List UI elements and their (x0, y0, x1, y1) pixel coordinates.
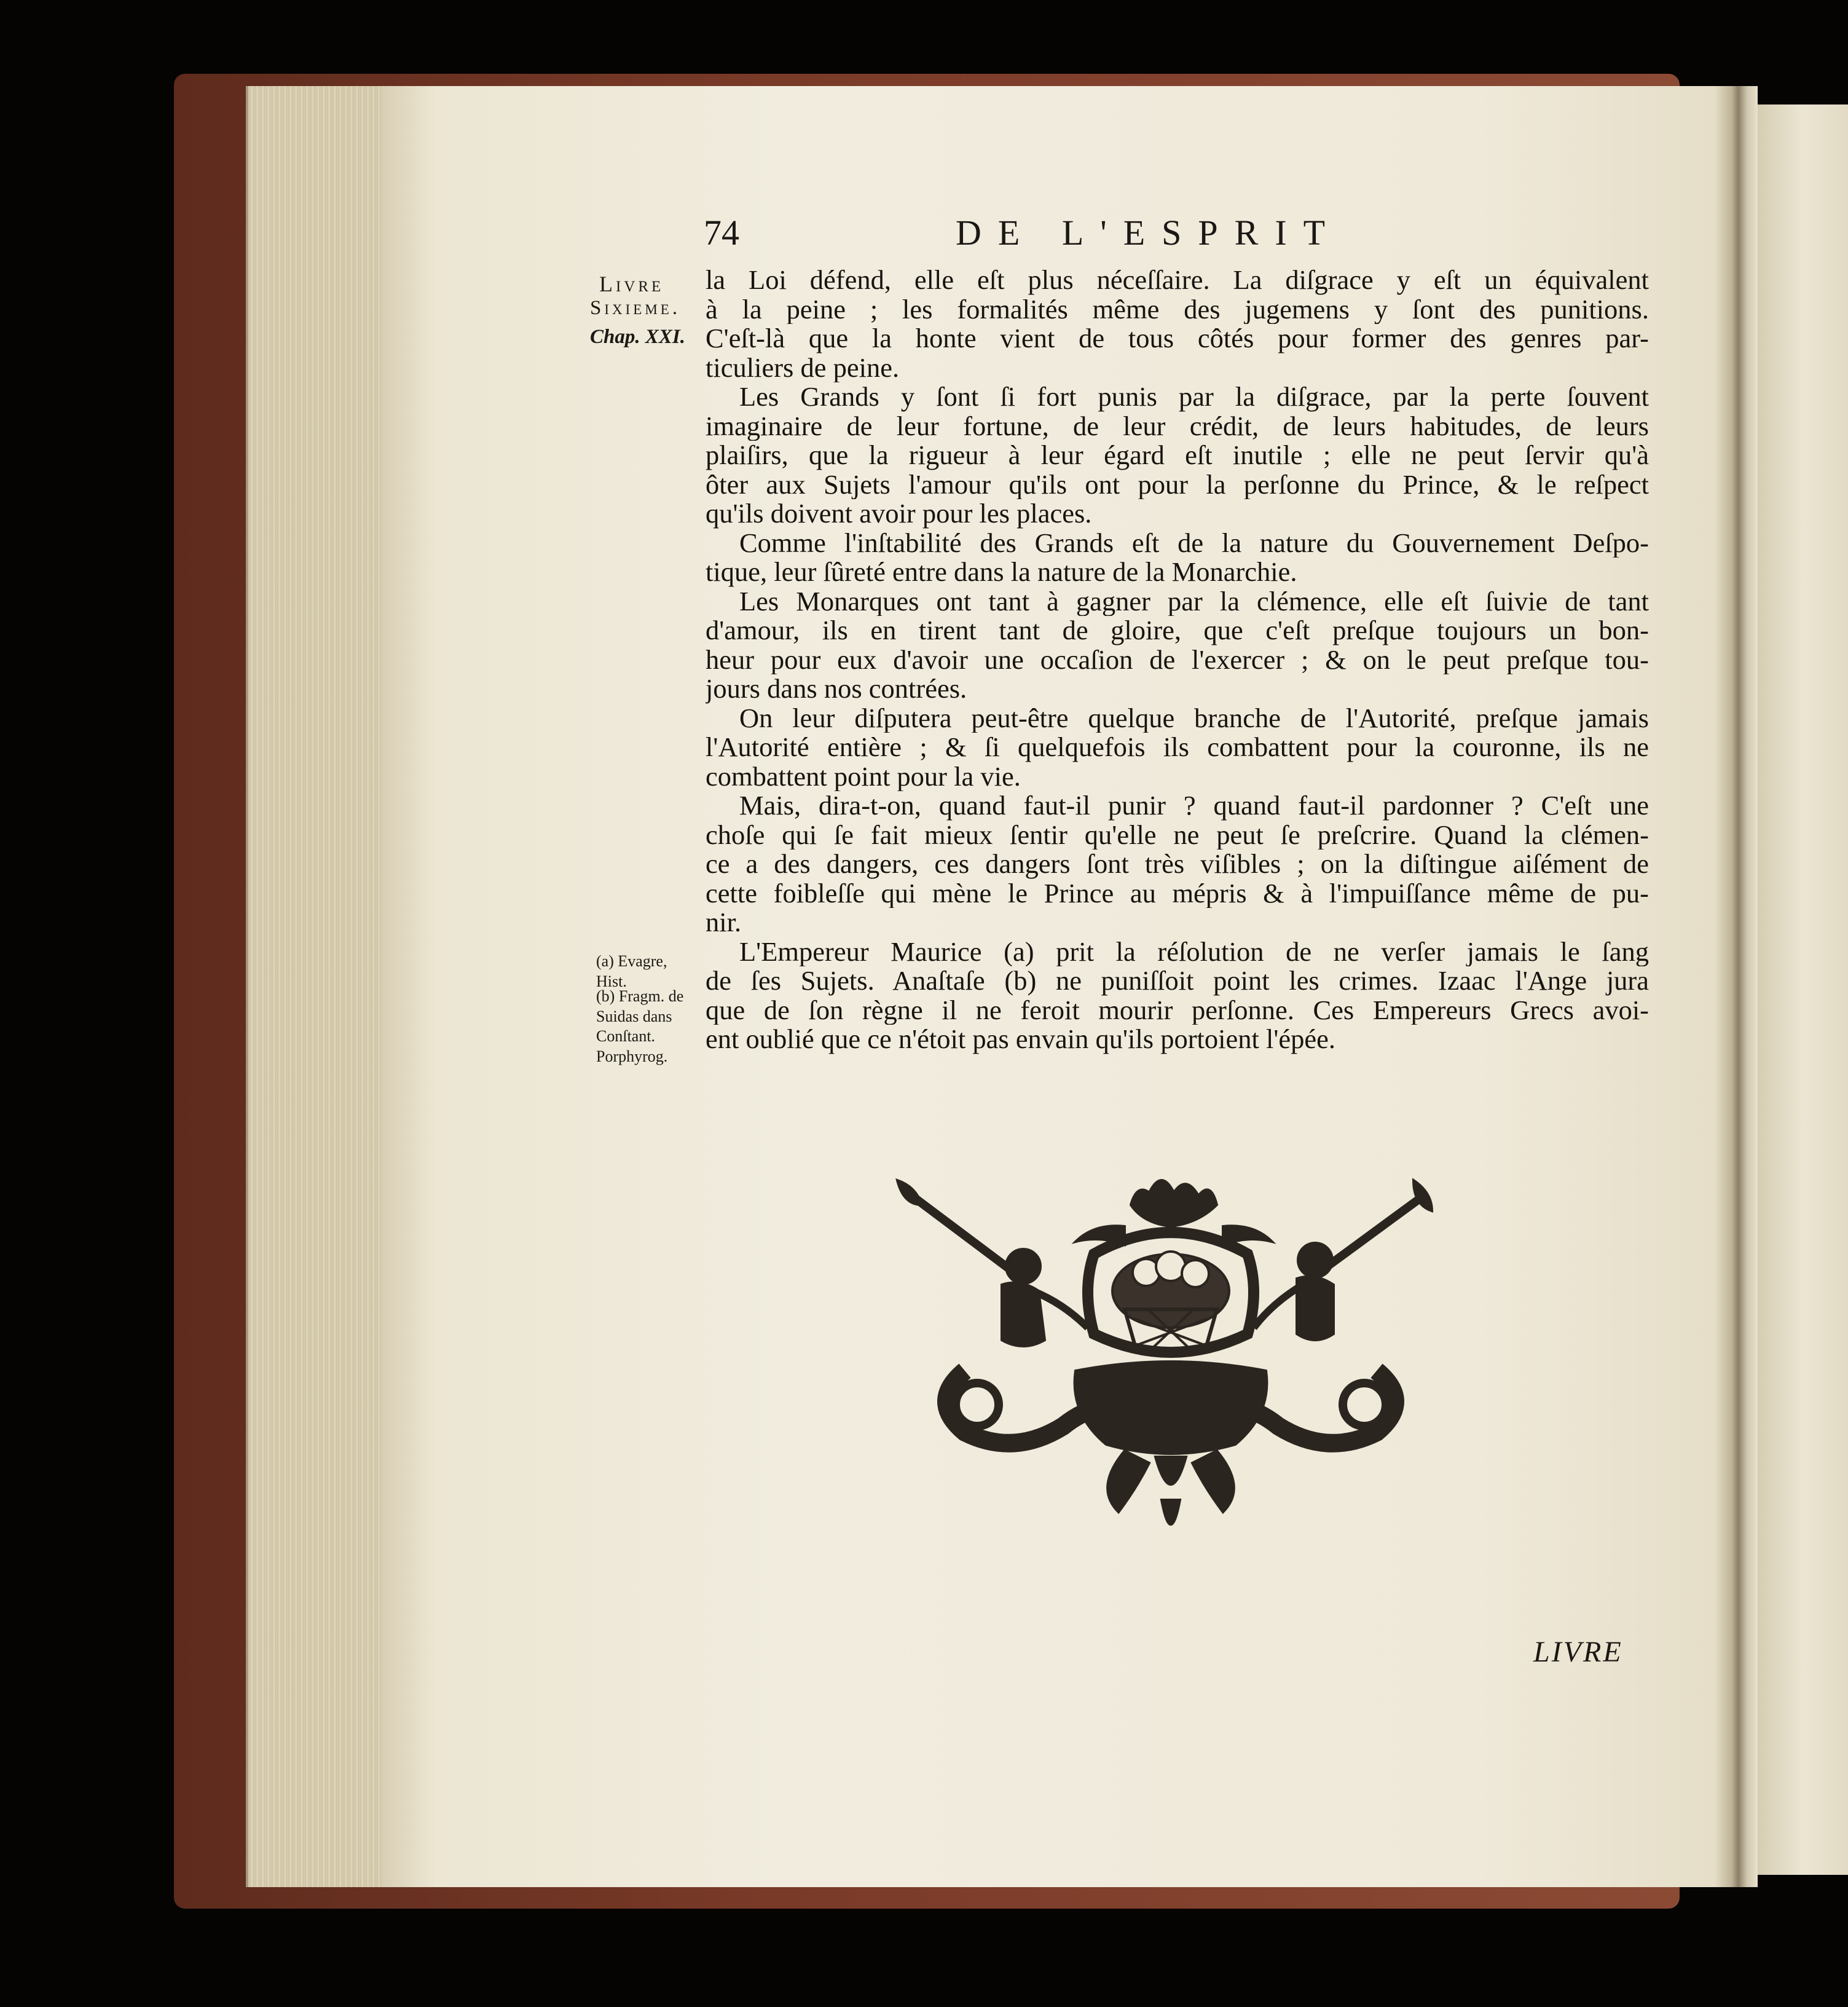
text-line: ce a des dangers, ces dangers ſont très viſibles ; on la diſtingue aiſément de (706, 850, 1649, 879)
text-line: tique, leur ſûreté entre dans la nature de la Monarchie. (706, 558, 1297, 587)
text-line: imaginaire de leur fortune, de leur crédit, de leurs habitudes, de leurs (706, 411, 1649, 441)
text-line: de ſes Sujets. Anaſtaſe (b) ne puniſſoit point les crimes. Izaac l'Ange jura (706, 966, 1649, 996)
text-line: à la peine ; les formalités même des jugemens y ſont des punitions. (706, 294, 1649, 324)
running-title: DE L'ESPRIT (956, 213, 1342, 253)
text-line: que de ſon règne il ne feroit mourir perſonne. Ces Empereurs Grecs avoi- (706, 995, 1649, 1025)
text-line: choſe qui ſe fait mieux ſentir qu'elle ne peut ſe preſcrire. Quand la clémen- (706, 820, 1649, 850)
margin-chapter: Chap. XXI. (590, 326, 685, 348)
text-line: combattent point pour la vie. (706, 762, 1021, 791)
text-line: Les Grands y ſont ſi fort punis par la diſgrace, par la perte ſouvent (739, 382, 1649, 412)
text-line: ôter aux Sujets l'amour qu'ils ont pour la perſonne du Prince, & le reſpect (706, 470, 1649, 499)
text-line: cette foibleſſe qui mène le Prince au mépris & à l'impuiſſance même de pu- (706, 878, 1649, 908)
text-line: nir. (706, 908, 742, 937)
text-line: l'Autorité entière ; & ſi quelquefois ils combattent pour la couronne, ils ne (706, 733, 1649, 762)
page-number: 74 (704, 213, 739, 253)
ink-spot (1169, 1464, 1174, 1470)
catchword: LIVRE (1533, 1636, 1623, 1668)
text-line: qu'ils doivent avoir pour les places. (706, 499, 1092, 529)
text-line: plaiſirs, que la rigueur à leur égard eſt inutile ; elle ne peut ſervir qu'à (706, 441, 1649, 470)
page-edges (246, 86, 385, 1887)
margin-footnote-a: (a) Evagre, Hist. (596, 952, 667, 990)
ornament-cherubs-basket-icon (891, 1168, 1450, 1555)
text-line: L'Empereur Maurice (a) prit la réſolution de ne verſer jamais le ſang (739, 937, 1649, 966)
margin-book-label: Livre (599, 272, 664, 296)
margin-footnote-b: (b) Fragm. de Suidas dans Conſtant. Porphyrog. (596, 987, 684, 1065)
facing-page (1758, 104, 1848, 1875)
text-line: On leur diſputera peut-être quelque branche de l'Autorité, preſque jamais (739, 703, 1649, 733)
text-line: ticuliers de peine. (706, 353, 900, 382)
text-line: d'amour, ils en tirent tant de gloire, que c'eſt preſque toujours un bon- (706, 616, 1649, 645)
text-line: jours dans nos contrées. (706, 674, 967, 704)
book-gutter (1715, 86, 1758, 1887)
text-line: C'eſt-là que la honte vient de tous côtés pour former des genres par- (706, 324, 1649, 353)
text-line: heur pour eux d'avoir une occaſion de l'exercer ; & on le peut preſque tou- (706, 645, 1649, 674)
body-text (706, 266, 1649, 1054)
text-line: Les Monarques ont tant à gagner par la clémence, elle eſt ſuivie de tant (739, 586, 1649, 616)
text-line: la Loi défend, elle eſt plus néceſſaire. La diſgrace y eſt un équivalent (706, 266, 1649, 295)
margin-book-number: Sixieme. (590, 297, 681, 319)
text-line: ent oublié que ce n'étoit pas envain qu'ils portoient l'épée. (706, 1025, 1335, 1054)
text-line: Mais, dira-t-on, quand faut-il punir ? quand faut-il pardonner ? C'eſt une (739, 791, 1649, 821)
text-line: Comme l'inſtabilité des Grands eſt de la nature du Gouvernement Deſpo- (739, 528, 1649, 558)
